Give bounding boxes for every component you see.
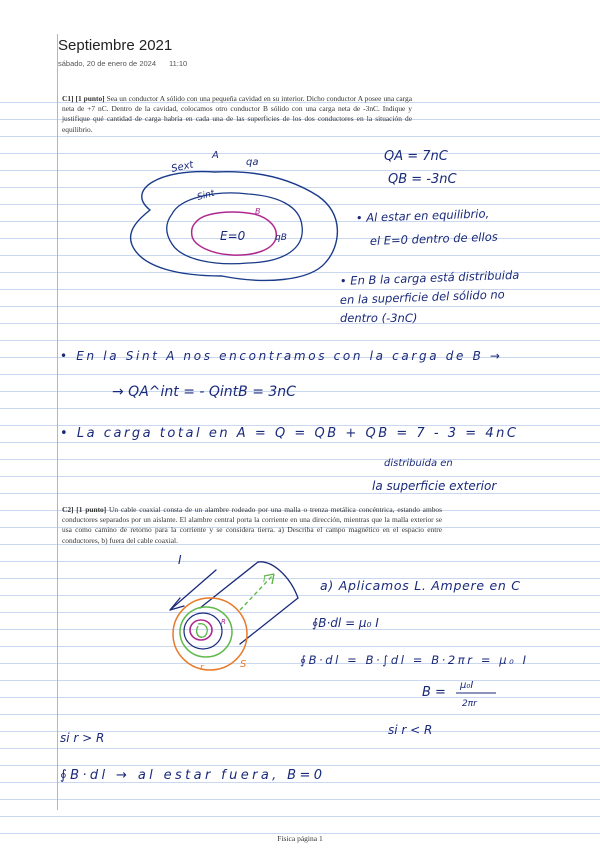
outside-result: ∮B·dl → al estar fuera, B=0 — [60, 768, 322, 783]
label-qb: qB — [275, 233, 287, 243]
problem-2-label: C2] — [62, 505, 74, 514]
label-e-zero: E=0 — [220, 229, 246, 243]
label-b: B — [255, 207, 261, 216]
note-time: 11:10 — [169, 59, 188, 68]
ampere-apply: ∮B·dl = B·∫dl = B·2πr = μ₀ I — [300, 653, 526, 667]
label-s: S — [240, 659, 247, 670]
label-i-right: I — [263, 575, 266, 585]
note-date: sábado, 20 de enero de 2024 — [58, 59, 157, 68]
ampere-law: ∮B·dl = μ₀ I — [312, 616, 379, 630]
label-i-left: I — [178, 553, 182, 567]
cable-outer-bottom — [240, 598, 298, 644]
b-result-den: 2πr — [462, 699, 477, 709]
current-arrow-left — [170, 570, 216, 610]
label-s-ext: Sext — [170, 159, 195, 175]
line-total-charge: • La carga total en A = Q = QB + QB = 7 - 3 = 4nC — [60, 426, 516, 441]
label-qa: qa — [246, 157, 259, 168]
problem-1-points: [1 punto] — [75, 94, 105, 103]
page-footer: Física página 1 — [277, 834, 323, 843]
amperian-loop-c — [197, 624, 208, 638]
charge-qa: QA = 7nC — [384, 149, 448, 164]
condition-r-more: si r > R — [60, 731, 105, 745]
label-s-int: Sint — [196, 188, 216, 203]
problem-1-text: Sea un conductor A sólido con una pequeña cavidad en su interior. Dicho conductor A posee una carga neta de +7 nC. Dentro de la cavidad, colocamos otro conductor B sólido con una carga neta de -3nC. Indique y justifique qué cantidad de carga habría en cada una de las superficies de los dos conductores en la situación de equilibrio. — [62, 94, 412, 134]
line-distributed: distribuida en — [384, 458, 453, 469]
label-r-lower: r — [200, 663, 204, 673]
note-equilibrium-2: el E=0 dentro de ellos — [369, 229, 498, 248]
outer-conductor — [180, 607, 232, 657]
note-distribution-1: • En B la carga está distribuida — [339, 267, 520, 288]
cable-outer-top — [200, 562, 258, 608]
page-title: Septiembre 2021 — [58, 37, 173, 54]
note-equilibrium-1: • Al estar en equilibrio, — [355, 206, 490, 225]
current-arrow-right — [240, 574, 274, 610]
condition-r-less: si r < R — [388, 723, 433, 737]
note-distribution-2: en la superficie del sólido no — [339, 287, 505, 307]
problem-2-points: [1 punto] — [76, 505, 107, 514]
label-r-upper: R — [221, 618, 226, 626]
b-result-num: μ₀I — [460, 680, 474, 691]
label-a: A — [212, 150, 219, 161]
charge-qb: QB = -3nC — [388, 172, 457, 187]
problem-1-label: C1] — [62, 94, 74, 103]
line-sint-a: • En la Sint A nos encontramos con la carga de B → — [60, 349, 500, 363]
line-qa-int: → QA^int = - QintB = 3nC — [112, 384, 296, 400]
note-distribution-3: dentro (-3nC) — [340, 311, 418, 325]
part-a-title: a) Aplicamos L. Ampere en C — [320, 578, 520, 593]
b-result-lhs: B = — [422, 685, 446, 700]
line-exterior-surface: la superficie exterior — [372, 479, 497, 493]
problem-2-text: Un cable coaxial consta de un alambre rodeado por una malla o trenza metálica concéntrica, estando ambos conductores separados por un aislante. El alambre central porta la corriente en una dirección, mientras que la malla exterior se usa como camino de retorno para la corriente y se considera tierra. a) Describa el campo magnético en el espacio entre conductores, b) fuera del cable coaxial. — [62, 505, 442, 545]
